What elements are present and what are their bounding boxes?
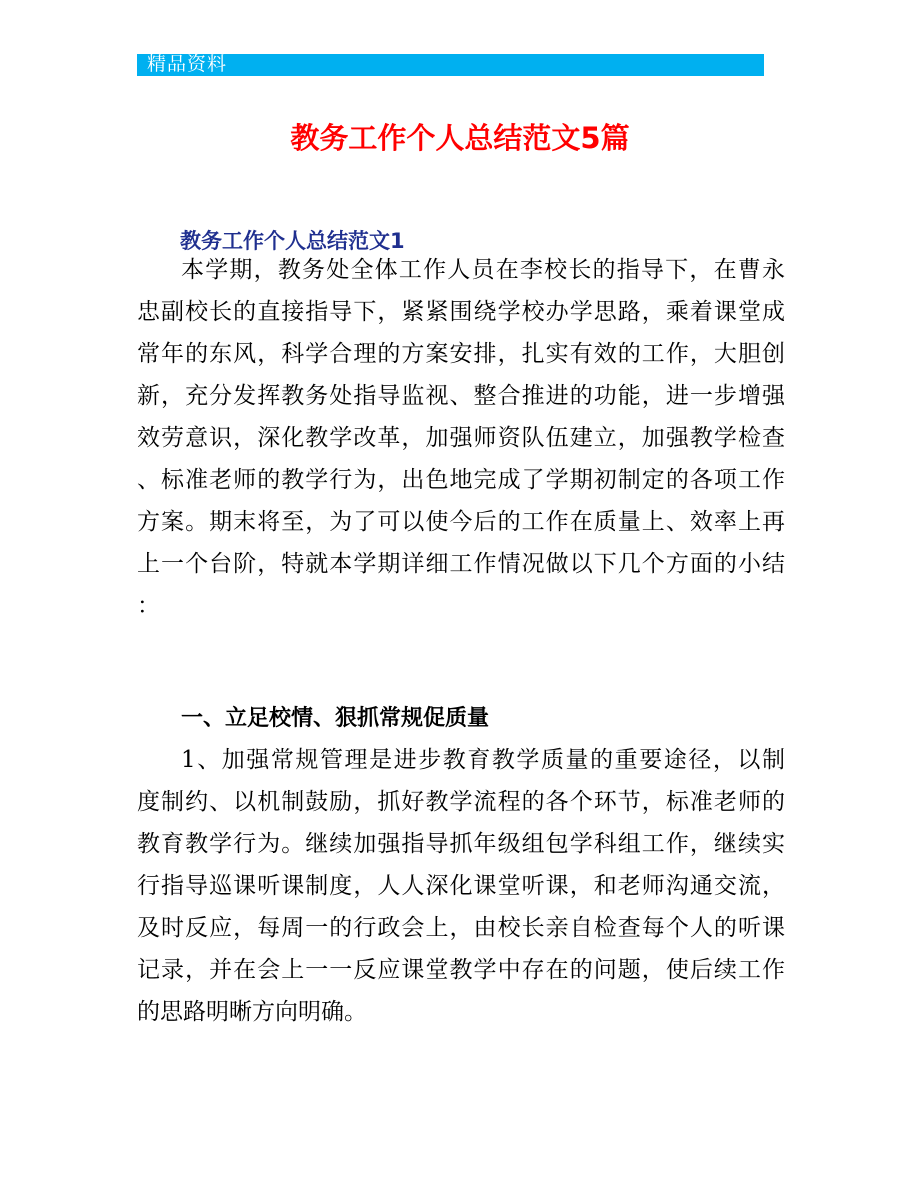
paragraph-line: 度制约、以机制鼓励，抓好教学流程的各个环节，标准老师的 bbox=[137, 789, 785, 815]
paragraph-1 bbox=[137, 249, 785, 627]
paragraph-line: 方案。期末将至，为了可以使今后的工作在质量上、效率上再 bbox=[137, 509, 785, 535]
paragraph-line: 上一个台阶，特就本学期详细工作情况做以下几个方面的小结 bbox=[137, 551, 785, 577]
header-banner bbox=[137, 54, 764, 76]
paragraph-line: 忠副校长的直接指导下，紧紧围绕学校办学思路，乘着课堂成 bbox=[137, 299, 785, 325]
paragraph-line: 及时反应，每周一的行政会上，由校长亲自检查每个人的听课 bbox=[137, 915, 785, 941]
paragraph-line: 记录，并在会上一一反应课堂教学中存在的问题，使后续工作 bbox=[137, 957, 785, 983]
document-title: 教务工作个人总结范文5篇 bbox=[290, 121, 630, 155]
paragraph-line: ： bbox=[137, 593, 160, 619]
paragraph-line: 教育教学行为。继续加强指导抓年级组包学科组工作，继续实 bbox=[137, 831, 785, 857]
banner-label: 精品资料 bbox=[147, 53, 228, 75]
paragraph-line: 1、加强常规管理是进步教育教学质量的重要途径，以制 bbox=[181, 747, 785, 773]
paragraph-line: 本学期，教务处全体工作人员在李校长的指导下，在曹永 bbox=[181, 257, 785, 283]
section-title: 教务工作个人总结范文1 bbox=[180, 229, 405, 253]
paragraph-line: 常年的东风，科学合理的方案安排，扎实有效的工作，大胆创 bbox=[137, 341, 785, 367]
paragraph-2 bbox=[137, 739, 785, 1033]
paragraph-line: 新，充分发挥教务处指导监视、整合推进的功能，进一步增强 bbox=[137, 383, 785, 409]
paragraph-line: 效劳意识，深化教学改革，加强师资队伍建立，加强教学检查 bbox=[137, 425, 785, 451]
paragraph-line: 的思路明晰方向明确。 bbox=[137, 999, 367, 1025]
paragraph-line: 、标准老师的教学行为，出色地完成了学期初制定的各项工作 bbox=[137, 467, 785, 493]
paragraph-line: 行指导巡课听课制度，人人深化课堂听课，和老师沟通交流， bbox=[137, 873, 785, 899]
heading-1: 一、立足校情、狠抓常规促质量 bbox=[181, 705, 490, 731]
